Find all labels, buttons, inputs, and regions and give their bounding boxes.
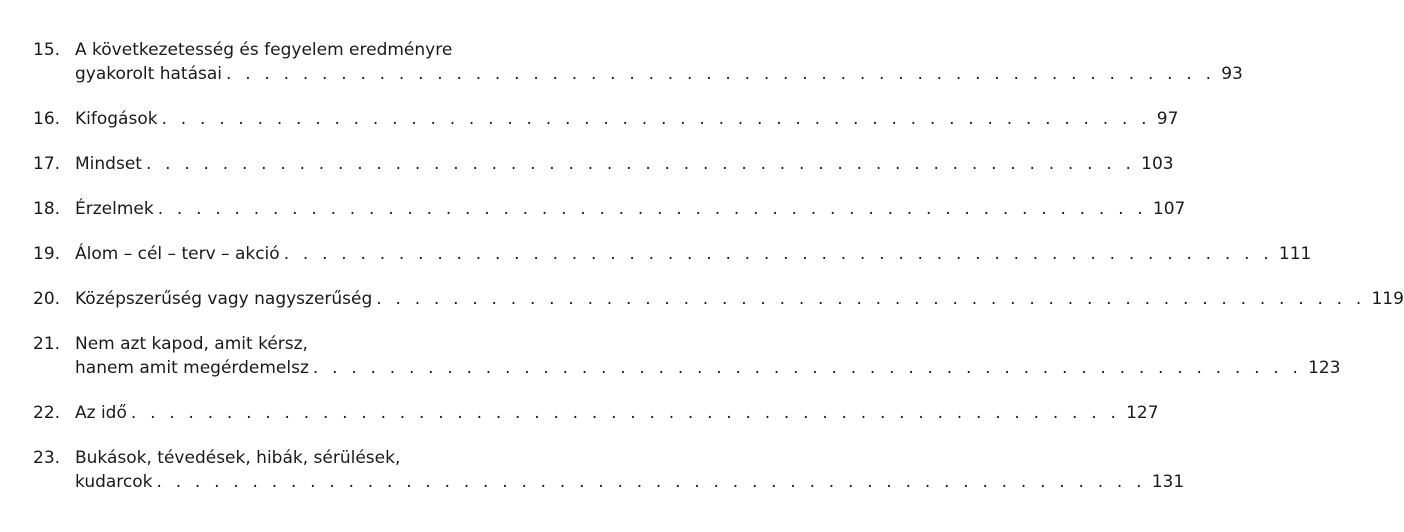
- entry-title: kudarcok: [75, 472, 153, 492]
- entry-last-line: [75, 287, 1404, 311]
- dot-leader: . . . . . . . . . . . . . . . . . . . . . . . . . . . . . . . . . . . . . . . . . . . . . . . . . . . .: [376, 289, 1366, 309]
- entry-last-line: [75, 242, 1312, 266]
- entry-last-line: [75, 107, 1179, 131]
- entry-number: 20.: [33, 289, 61, 309]
- entry-title: Középszerűség vagy nagyszerűség: [75, 289, 373, 309]
- dot-leader: . . . . . . . . . . . . . . . . . . . . . . . . . . . . . . . . . . . . . . . . . . . . . . . . . . . .: [145, 154, 1136, 174]
- page-number: 103: [1141, 154, 1174, 174]
- entry-content: [75, 332, 1341, 380]
- toc-entry: [33, 152, 1174, 176]
- entry-title: Kifogások: [75, 109, 158, 129]
- entry-content: [75, 446, 1185, 494]
- entry-number: 16.: [33, 109, 61, 129]
- toc-entry: [33, 242, 1312, 266]
- entry-number: 21.: [33, 334, 61, 354]
- entry-content: [75, 38, 1243, 86]
- toc-entry: [33, 197, 1186, 221]
- dot-leader: . . . . . . . . . . . . . . . . . . . . . . . . . . . . . . . . . . . . . . . . . . . . . . . . . . . .: [157, 199, 1147, 219]
- dot-leader: . . . . . . . . . . . . . . . . . . . . . . . . . . . . . . . . . . . . . . . . . . . . . . . . . . . .: [130, 403, 1121, 423]
- page-number: 107: [1152, 199, 1186, 219]
- entry-content: [75, 107, 1179, 131]
- page-number: 111: [1278, 244, 1312, 264]
- toc-entry: [33, 332, 1341, 380]
- table-of-contents: [33, 38, 1404, 494]
- entry-title-line: Nem azt kapod, amit kérsz,: [75, 334, 308, 354]
- entry-last-line: [75, 470, 1185, 494]
- entry-last-line: [75, 356, 1341, 380]
- entry-content: [75, 197, 1186, 221]
- dot-leader: . . . . . . . . . . . . . . . . . . . . . . . . . . . . . . . . . . . . . . . . . . . . . . . . . . . .: [156, 472, 1146, 492]
- entry-title: Mindset: [75, 154, 142, 174]
- toc-entry: [33, 401, 1159, 425]
- entry-number: 23.: [33, 448, 61, 468]
- entry-title: hanem amit megérdemelsz: [75, 358, 309, 378]
- entry-title-line: A következetesség és fegyelem eredményre: [75, 40, 453, 60]
- entry-title: Az idő: [75, 403, 127, 423]
- entry-title: Álom – cél – terv – akció: [75, 244, 280, 264]
- dot-leader: . . . . . . . . . . . . . . . . . . . . . . . . . . . . . . . . . . . . . . . . . . . . . . . . . . . .: [161, 109, 1151, 129]
- entry-title: Érzelmek: [75, 199, 154, 219]
- entry-content: [75, 242, 1312, 266]
- page-number: 93: [1221, 64, 1243, 84]
- page-number: 131: [1151, 472, 1185, 492]
- entry-number: 19.: [33, 244, 61, 264]
- entry-title: gyakorolt hatásai: [75, 64, 222, 84]
- page-number: 123: [1308, 358, 1341, 378]
- dot-leader: . . . . . . . . . . . . . . . . . . . . . . . . . . . . . . . . . . . . . . . . . . . . . . . . . . . .: [312, 358, 1303, 378]
- entry-last-line: [75, 152, 1174, 176]
- entry-last-line: [75, 401, 1159, 425]
- entry-number: 22.: [33, 403, 61, 423]
- page-number: 119: [1371, 289, 1404, 309]
- page-number: 97: [1156, 109, 1179, 129]
- dot-leader: . . . . . . . . . . . . . . . . . . . . . . . . . . . . . . . . . . . . . . . . . . . . . . . . . . . .: [283, 244, 1273, 264]
- dot-leader: . . . . . . . . . . . . . . . . . . . . . . . . . . . . . . . . . . . . . . . . . . . . . . . . . . . .: [226, 64, 1216, 84]
- entry-content: [75, 152, 1174, 176]
- entry-title-line: Bukások, tévedések, hibák, sérülések,: [75, 448, 401, 468]
- toc-entry: [33, 446, 1185, 494]
- entry-number: 17.: [33, 154, 61, 174]
- toc-entry: [33, 287, 1404, 311]
- toc-entry: [33, 38, 1243, 86]
- entry-content: [75, 401, 1159, 425]
- entry-content: [75, 287, 1404, 311]
- entry-number: 18.: [33, 199, 61, 219]
- toc-entry: [33, 107, 1179, 131]
- entry-last-line: [75, 62, 1243, 86]
- page-number: 127: [1126, 403, 1159, 423]
- entry-last-line: [75, 197, 1186, 221]
- entry-number: 15.: [33, 40, 61, 60]
